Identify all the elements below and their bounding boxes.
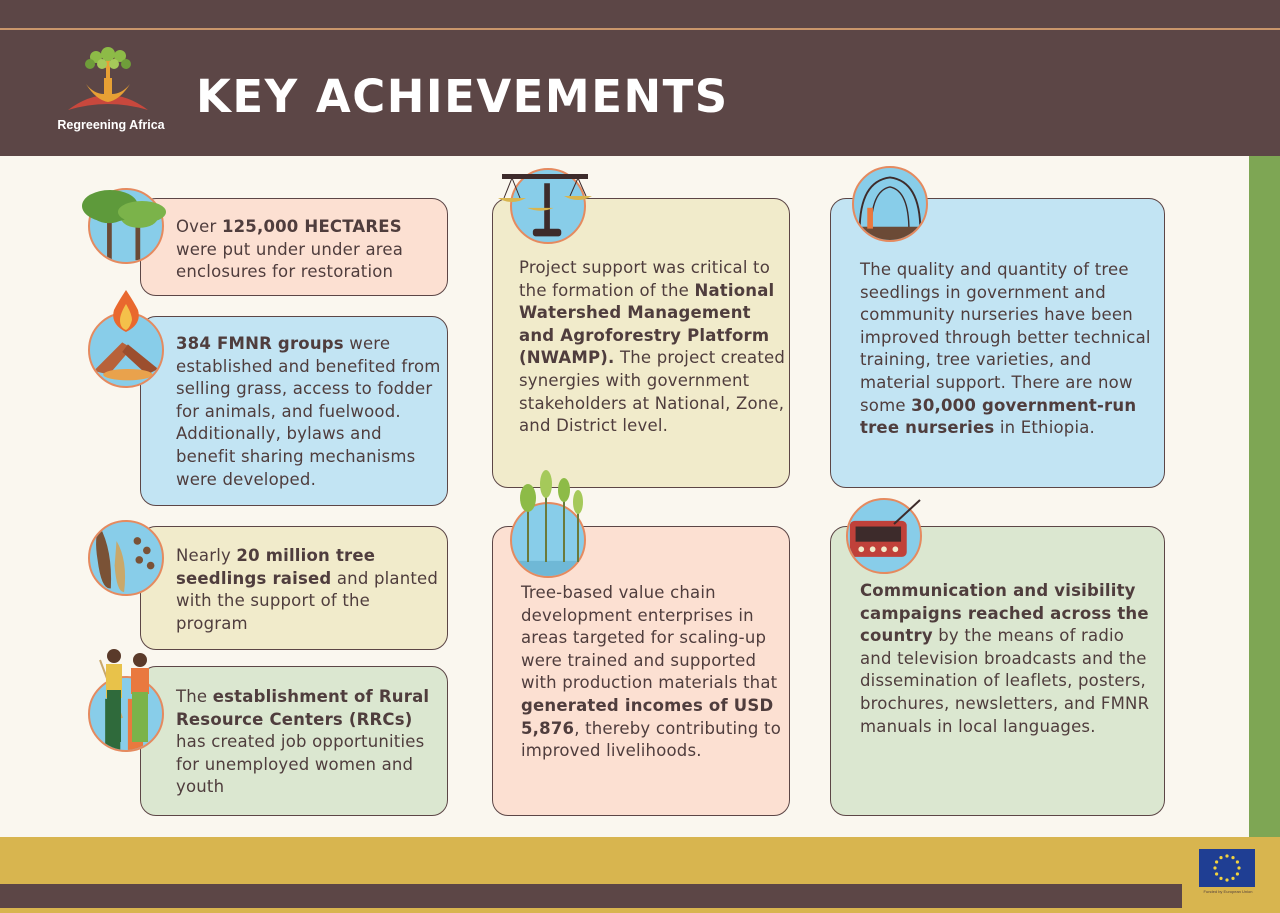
card-text-highlight: generated incomes of USD 5,876 [521, 695, 774, 738]
card-text-highlight: National Watershed Management and Agroforestry Platform (NWAMP). [519, 280, 775, 368]
eu-flag-icon [1199, 849, 1255, 887]
card-text-segment: and planted with the support of the program [176, 568, 439, 633]
card-text-highlight: 20 million tree seedlings raised [176, 546, 376, 588]
card-text-segment: Nearly [176, 546, 237, 565]
page-title: KEY ACHIEVEMENTS [196, 70, 729, 123]
card-text-highlight: 125,000 HECTARES [221, 217, 402, 236]
card-text-highlight: Communication and visibility campaigns reached across the country [860, 581, 1149, 646]
card-text-segment: The quality and quantity of tree seedlings in government and community nurseries have been improved through better technical training, tree varieties, and material support. There are now some [860, 260, 1151, 415]
card-text-segment: were put under under area enclosures for restoration [176, 239, 404, 282]
card-text-segment: The project created synergies with government stakeholders at National, Zone, and District level. [519, 348, 786, 436]
card-text [860, 580, 1160, 738]
card-text-segment: in Ethiopia. [994, 418, 1095, 438]
footer-bar [0, 884, 1182, 908]
card-text [521, 582, 789, 763]
nursery-greenhouse-icon [854, 168, 926, 240]
card-text-segment: Tree-based value chain development enterprises in areas targeted for scaling-up were trained and supported with production materials that [521, 583, 778, 693]
header-rule [0, 28, 1280, 30]
scale-beam-icon [498, 166, 596, 210]
tree-hands-logo-icon [46, 44, 176, 118]
green-side-stripe [1249, 156, 1280, 837]
header-band [0, 0, 1280, 156]
card-text-highlight: establishment of Rural Resource Centers (RRCs) [176, 687, 430, 729]
card-text [176, 686, 446, 799]
card-text-highlight: 30,000 government-run tree nurseries [860, 395, 1137, 438]
card-text-segment: The [176, 687, 213, 706]
card-text-segment: Project support was critical to the formation of the [519, 258, 771, 300]
card-text [519, 257, 787, 438]
card-text-highlight: 384 FMNR groups [176, 334, 344, 353]
regreening-africa-logo [46, 44, 176, 136]
card-text [860, 259, 1160, 440]
badge-seeds [88, 520, 164, 596]
achievement-card-fmnr-groups [140, 316, 448, 506]
card-text [176, 216, 446, 284]
radio-antenna-icon [890, 496, 924, 526]
achievement-card-rrcs [140, 666, 448, 816]
tree-canopy-overhang-icon [80, 182, 170, 224]
logo-text: Regreening Africa [57, 118, 165, 132]
card-text-segment: has created job opportunities for unemployed women and youth [176, 732, 425, 797]
card-text-segment: Over [176, 217, 222, 236]
achievement-card-hectares [140, 198, 448, 296]
card-text-segment: , thereby contributing to improved livelihoods. [521, 718, 782, 761]
farmer-figures-icon [96, 646, 160, 746]
seed-pods-icon [90, 522, 162, 594]
card-text-segment: by the means of radio and television broadcasts and the dissemination of leaflets, posters, brochures, newsletters, and FMNR manuals in local languages. [860, 626, 1150, 736]
card-text-segment: were established and benefited from selling grass, access to fodder for animals, and fuelwood. Additionally, bylaws and benefit sharing mechanisms were developed. [176, 334, 441, 489]
sapling-branches-icon [514, 466, 586, 566]
eu-caption: Funded by European Union [1203, 889, 1253, 894]
achievement-card-nurseries [830, 198, 1165, 488]
achievement-card-seedlings [140, 526, 448, 650]
card-text [176, 333, 446, 491]
badge-nursery [852, 166, 928, 242]
card-text [176, 545, 446, 635]
flame-icon [108, 288, 144, 334]
